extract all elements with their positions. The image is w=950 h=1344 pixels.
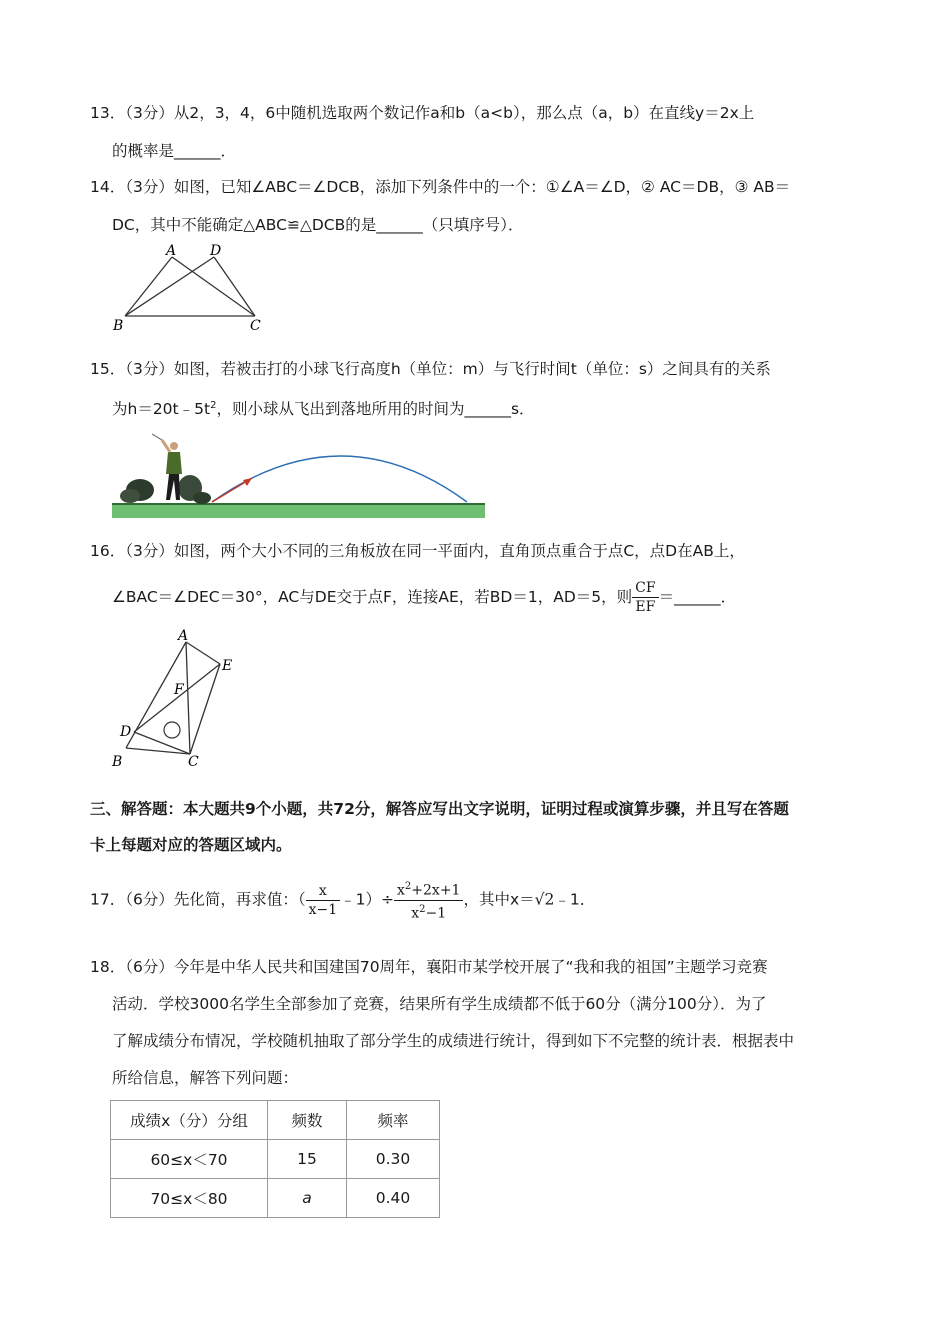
- q18-line-2: 活动．学校3000名学生全部参加了竞赛，结果所有学生成绩都不低于60分（满分100分）．为了: [112, 995, 767, 1013]
- q17-f2-num-base: x: [397, 882, 405, 899]
- golfer-icon: [152, 434, 182, 500]
- table-cell: 70≤x＜80: [111, 1179, 268, 1218]
- q16-label-e: E: [222, 658, 233, 674]
- q16-label-b: B: [112, 754, 123, 770]
- q17-f1-num: x: [306, 882, 341, 901]
- table-cell: 0.30: [347, 1140, 440, 1179]
- q16-fraction: [632, 579, 658, 616]
- q14-line-2: DC，其中不能确定△ABC≌△DCB的是______（只填序号）．: [112, 216, 524, 234]
- q13-line-1: 13．（3分）从2，3，4，6中随机选取两个数记作a和b（a<b），那么点（a，b）在直线y＝2x上: [90, 104, 755, 122]
- table-header-cell: 成绩x（分）分组: [111, 1101, 268, 1140]
- q15-formula-start: 为h＝20t﹣5t: [112, 400, 211, 419]
- set-square-hole: [164, 722, 180, 738]
- q13-line-2: 的概率是______．: [112, 142, 237, 160]
- q16-line-2: [112, 577, 736, 617]
- table-header-row: [111, 1101, 440, 1140]
- golf-illustration: [112, 430, 487, 520]
- q14-line-1: 14．（3分）如图，已知∠ABC＝∠DCB，添加下列条件中的一个：①∠A＝∠D，② AC＝DB，③ AB＝: [90, 178, 791, 196]
- table-cell: 15: [268, 1140, 347, 1179]
- table-row: [111, 1140, 440, 1179]
- q16-label-a: A: [178, 628, 189, 644]
- q16-triangle-figure: [108, 628, 248, 774]
- q17-f2-den-exp: 2: [419, 903, 426, 915]
- grass-strip: [112, 504, 485, 518]
- q17-end: ﹣1．: [554, 890, 596, 909]
- q17-f2-den-rest: −1: [425, 905, 447, 922]
- table-row: [111, 1179, 440, 1218]
- q17-fraction-2: [394, 878, 463, 922]
- q17-f2-num-rest: +2x+1: [411, 882, 461, 899]
- q16-condition-text: ∠BAC＝∠DEC＝30°，AC与DE交于点F，连接AE，若BD＝1，AD＝5，则: [112, 588, 633, 606]
- table-cell: 0.40: [347, 1179, 440, 1218]
- table-header-cell: 频数: [268, 1101, 347, 1140]
- q16-fraction-den: EF: [635, 599, 656, 615]
- table-cell: 60≤x＜70: [111, 1140, 268, 1179]
- q17-line: [90, 878, 595, 922]
- q17-intro: 17．（6分）先化简，再求值：（: [90, 890, 306, 909]
- q17-f2-den: [394, 901, 463, 923]
- q14-label-c: C: [250, 318, 261, 334]
- score-frequency-table: [110, 1100, 440, 1218]
- q18-line-4: 所给信息，解答下列问题：: [112, 1069, 299, 1087]
- q17-f1-den: x−1: [308, 901, 338, 918]
- q16-fraction-num: CF: [632, 579, 658, 598]
- q16-label-f: F: [174, 682, 184, 698]
- q17-fraction-1: [306, 882, 341, 919]
- table-cell: a: [268, 1179, 347, 1218]
- section-3-heading-line-1: 三、解答题：本大题共9个小题，共72分，解答应写出文字说明，证明过程或演算步骤，并且写在答题: [90, 800, 789, 818]
- q16-label-d: D: [120, 724, 132, 740]
- q15-formula-end: ，则小球从飞出到落地所用的时间为______s．: [216, 400, 535, 419]
- q17-where-x: ，其中x＝: [463, 890, 535, 909]
- q17-f2-num: [394, 878, 463, 901]
- q15-line-1: 15．（3分）如图，若被击打的小球飞行高度h（单位：m）与飞行时间t（单位：s）之间具有的关系: [90, 360, 771, 378]
- q17-f2-den-base: x: [411, 905, 420, 922]
- q14-label-a: A: [166, 243, 177, 259]
- q18-line-3: 了解成绩分布情况，学校随机抽取了部分学生的成绩进行统计，得到如下不完整的统计表．根据表中: [112, 1032, 795, 1050]
- q16-label-c: C: [188, 754, 199, 770]
- q15-line-2: [112, 395, 535, 420]
- table-header-cell: 频率: [347, 1101, 440, 1140]
- q15-exponent: 2: [210, 400, 217, 411]
- q14-label-d: D: [210, 243, 222, 259]
- q17-f2-num-exp: 2: [404, 881, 412, 892]
- q17-sqrt-two: √2: [534, 890, 555, 909]
- q16-answer-blank: ＝______．: [658, 588, 737, 606]
- q14-label-b: B: [113, 318, 124, 334]
- q18-line-1: 18．（6分）今年是中华人民共和国建国70周年，襄阳市某学校开展了“我和我的祖国”主题学习竞赛: [90, 958, 768, 976]
- q14-triangle-figure: [110, 240, 280, 335]
- q16-line-1: 16．（3分）如图，两个大小不同的三角板放在同一平面内，直角顶点重合于点C，点D在AB上，: [90, 542, 745, 560]
- q17-minus-one: ﹣1）÷: [340, 890, 394, 909]
- section-3-heading-line-2: 卡上每题对应的答题区域内。: [90, 836, 292, 854]
